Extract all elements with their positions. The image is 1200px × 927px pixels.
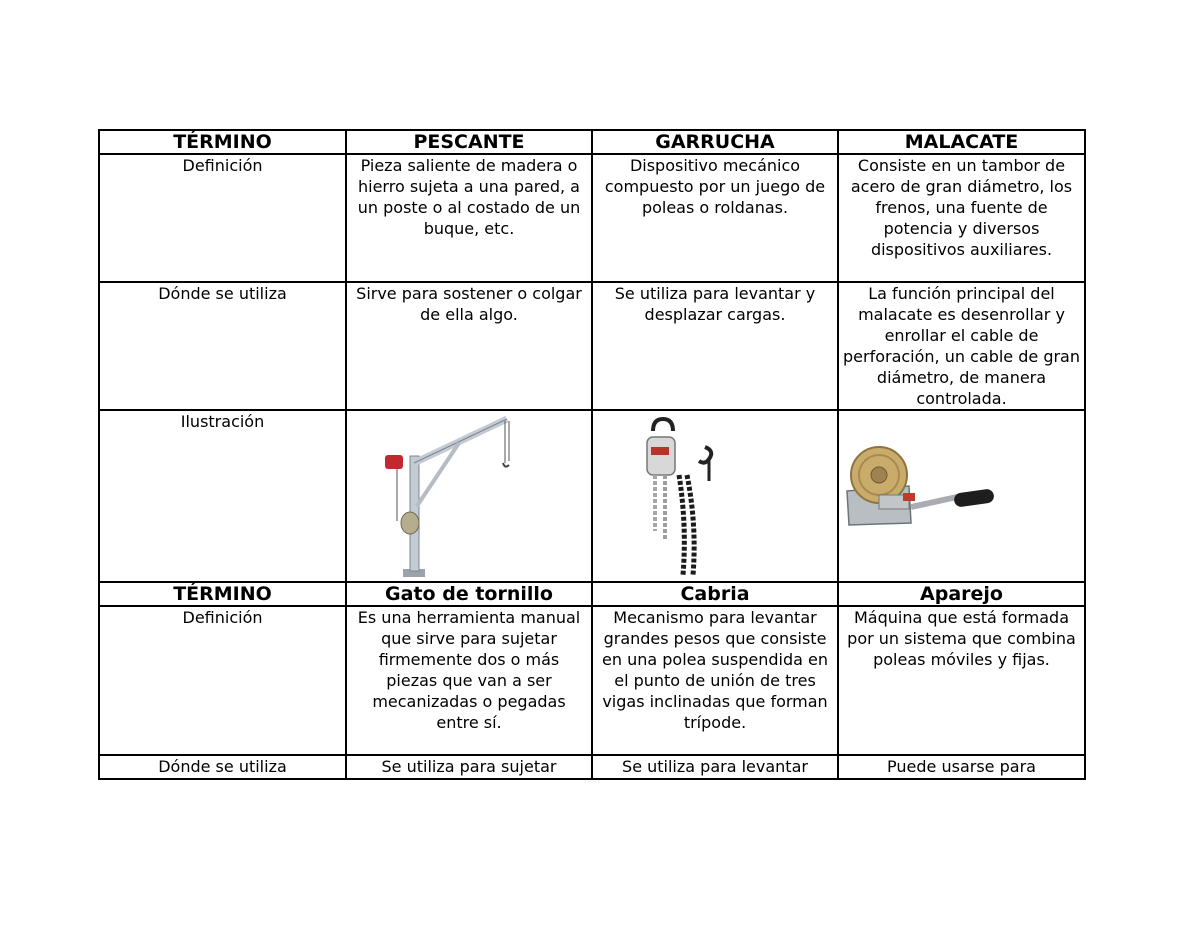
cell-pescante-definicion: Pieza saliente de madera o hierro sujeta a una pared, a un poste o al costado de un buque, etc.	[346, 154, 592, 282]
hand-winch-illustration	[839, 411, 1081, 581]
cell-aparejo-definicion: Máquina que está formada por un sistema que combina poleas móviles y fijas.	[838, 606, 1085, 755]
header-aparejo: Aparejo	[838, 582, 1085, 606]
row-label-definicion-2: Definición	[99, 606, 346, 755]
cell-gato-uso: Se utiliza para sujetar	[346, 755, 592, 779]
comparison-table	[98, 129, 1086, 780]
cell-malacate-definicion: Consiste en un tambor de acero de gran diámetro, los frenos, una fuente de potencia y diversos dispositivos auxiliares.	[838, 154, 1085, 282]
cell-garrucha-uso: Se utiliza para levantar y desplazar cargas.	[592, 282, 838, 410]
header-row-1	[99, 130, 1085, 154]
header-malacate: MALACATE	[838, 130, 1085, 154]
cell-aparejo-uso: Puede usarse para	[838, 755, 1085, 779]
chain-hoist-illustration	[593, 411, 835, 581]
header-pescante: PESCANTE	[346, 130, 592, 154]
cell-cabria-uso: Se utiliza para levantar	[592, 755, 838, 779]
cell-garrucha-ilustracion	[592, 410, 838, 582]
cell-malacate-uso: La función principal del malacate es desenrollar y enrollar el cable de perforación, un cable de gran diámetro, de manera controlada.	[838, 282, 1085, 410]
cell-malacate-ilustracion	[838, 410, 1085, 582]
row-label-donde: Dónde se utiliza	[99, 282, 346, 410]
definicion-row-2	[99, 606, 1085, 755]
header-garrucha: GARRUCHA	[592, 130, 838, 154]
donde-row-2	[99, 755, 1085, 779]
header-termino: TÉRMINO	[99, 130, 346, 154]
header-cabria: Cabria	[592, 582, 838, 606]
header-row-2	[99, 582, 1085, 606]
row-label-definicion: Definición	[99, 154, 346, 282]
row-label-ilustracion: Ilustración	[99, 410, 346, 582]
donde-row-1	[99, 282, 1085, 410]
header-termino-2: TÉRMINO	[99, 582, 346, 606]
cell-pescante-uso: Sirve para sostener o colgar de ella algo.	[346, 282, 592, 410]
crane-illustration	[347, 411, 589, 581]
ilustracion-row	[99, 410, 1085, 582]
definicion-row-1	[99, 154, 1085, 282]
header-gato-de-tornillo: Gato de tornillo	[346, 582, 592, 606]
cell-gato-definicion: Es una herramienta manual que sirve para sujetar firmemente dos o más piezas que van a ser mecanizadas o pegadas entre sí.	[346, 606, 592, 755]
cell-pescante-ilustracion	[346, 410, 592, 582]
row-label-donde-2: Dónde se utiliza	[99, 755, 346, 779]
cell-garrucha-definicion: Dispositivo mecánico compuesto por un juego de poleas o roldanas.	[592, 154, 838, 282]
cell-cabria-definicion: Mecanismo para levantar grandes pesos que consiste en una polea suspendida en el punto de unión de tres vigas inclinadas que forman trípode.	[592, 606, 838, 755]
